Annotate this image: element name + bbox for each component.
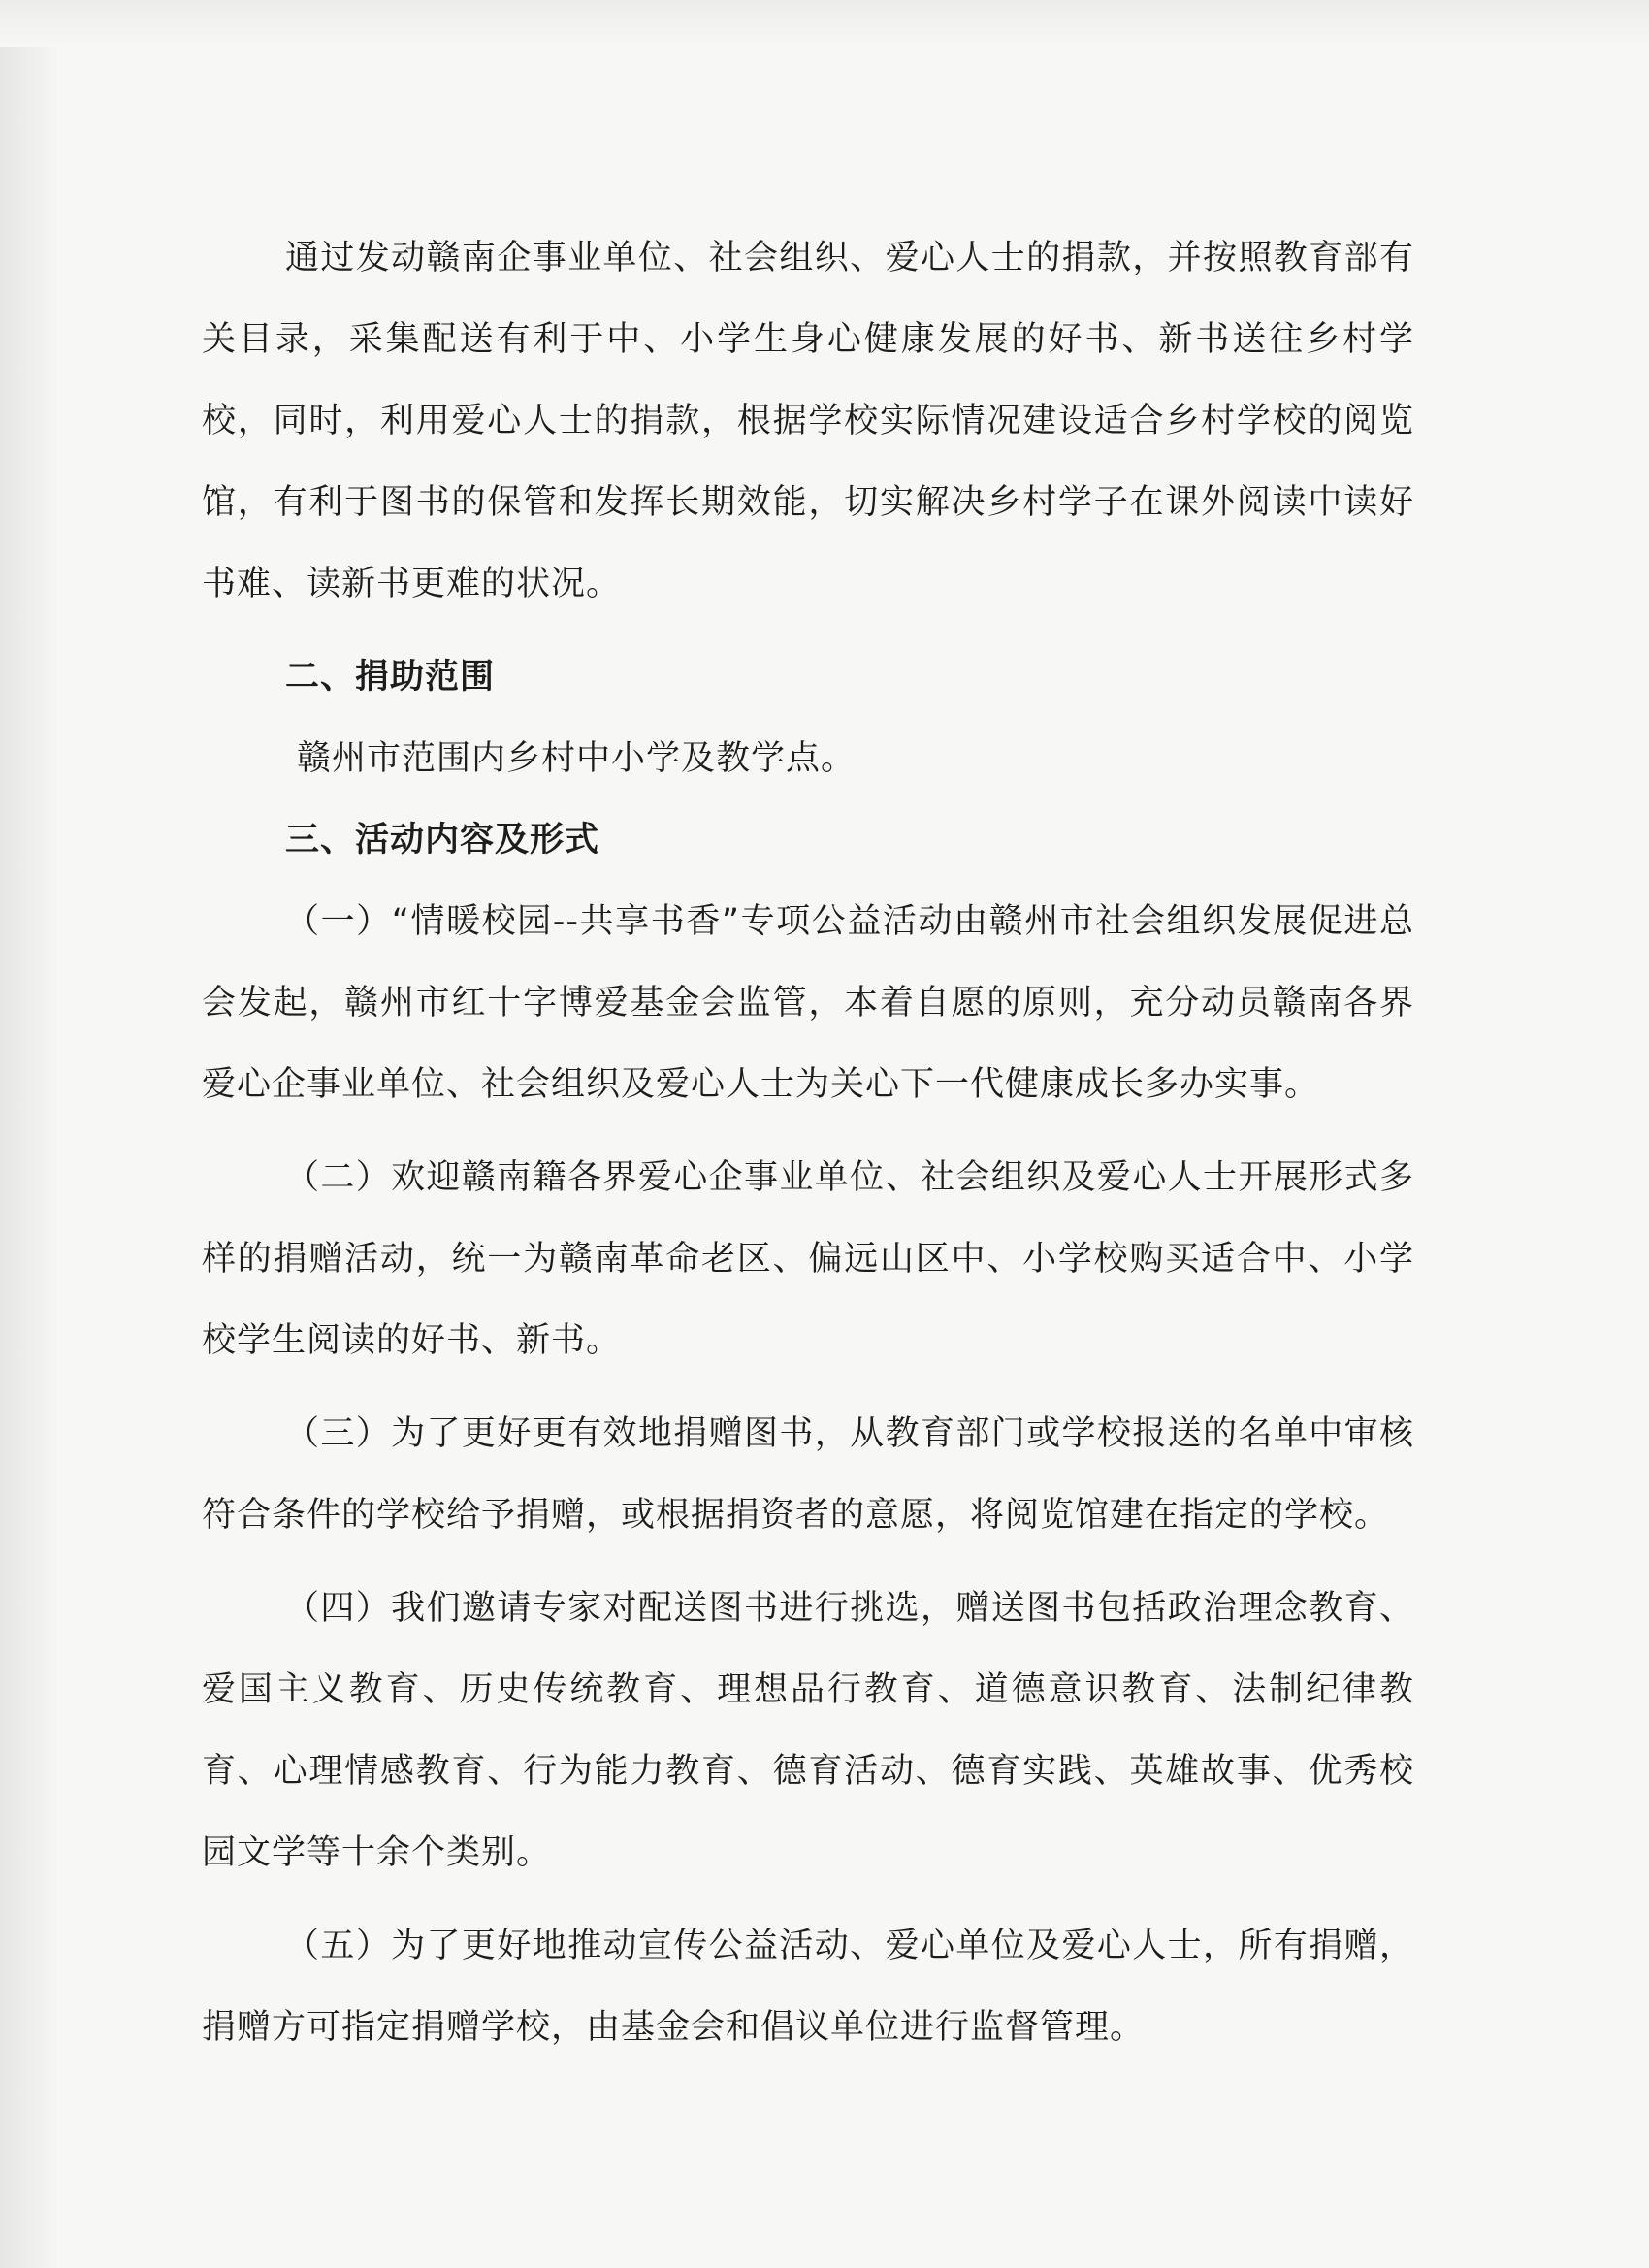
scope-paragraph: 赣州市范围内乡村中小学及教学点。	[297, 739, 857, 778]
intro-paragraph: 通过发动赣南企事业单位、社会组织、爱心人士的捐款，并按照教育部有关目录，采集配送有利于中、小学生身心健康发展的好书、新书送往乡村学校，同时，利用爱心人士的捐款，根据学校实际情况建设适合乡村学校的阅览馆，有利于图书的保管和发挥长期效能，切实解决乡村学子在课外阅读中读好书难、读新书更难的状况。	[202, 239, 1414, 603]
document-body	[202, 217, 1414, 2068]
content-item-5: （五）为了更好地推动宣传公益活动、爱心单位及爱心人士，所有捐赠，捐赠方可指定捐赠学校，由基金会和倡议单位进行监督管理。	[202, 1927, 1414, 2047]
section-heading-content: 三、活动内容及形式	[285, 821, 600, 859]
scan-top-edge	[0, 0, 1649, 47]
scan-left-edge	[0, 0, 56, 2268]
content-item-4: （四）我们邀请专家对配送图书进行挑选，赠送图书包括政治理念教育、爱国主义教育、历史传统教育、理想品行教育、道德意识教育、法制纪律教育、心理情感教育、行为能力教育、德育活动、德育实践、英雄故事、优秀校园文学等十余个类别。	[202, 1589, 1414, 1872]
section-heading-scope: 二、捐助范围	[285, 658, 496, 697]
content-item-3: （三）为了更好更有效地捐赠图书，从教育部门或学校报送的名单中审核符合条件的学校给予捐赠，或根据捐资者的意愿，将阅览馆建在指定的学校。	[202, 1414, 1414, 1535]
content-item-1: （一）“情暖校园--共享书香”专项公益活动由赣州市社会组织发展促进总会发起，赣州市红十字博爱基金会监管，本着自愿的原则，充分动员赣南各界爱心企事业单位、社会组织及爱心人士为关心下一代健康成长多办实事。	[202, 902, 1414, 1104]
content-item-2: （二）欢迎赣南籍各界爱心企事业单位、社会组织及爱心人士开展形式多样的捐赠活动，统一为赣南革命老区、偏远山区中、小学校购买适合中、小学校学生阅读的好书、新书。	[202, 1158, 1414, 1360]
